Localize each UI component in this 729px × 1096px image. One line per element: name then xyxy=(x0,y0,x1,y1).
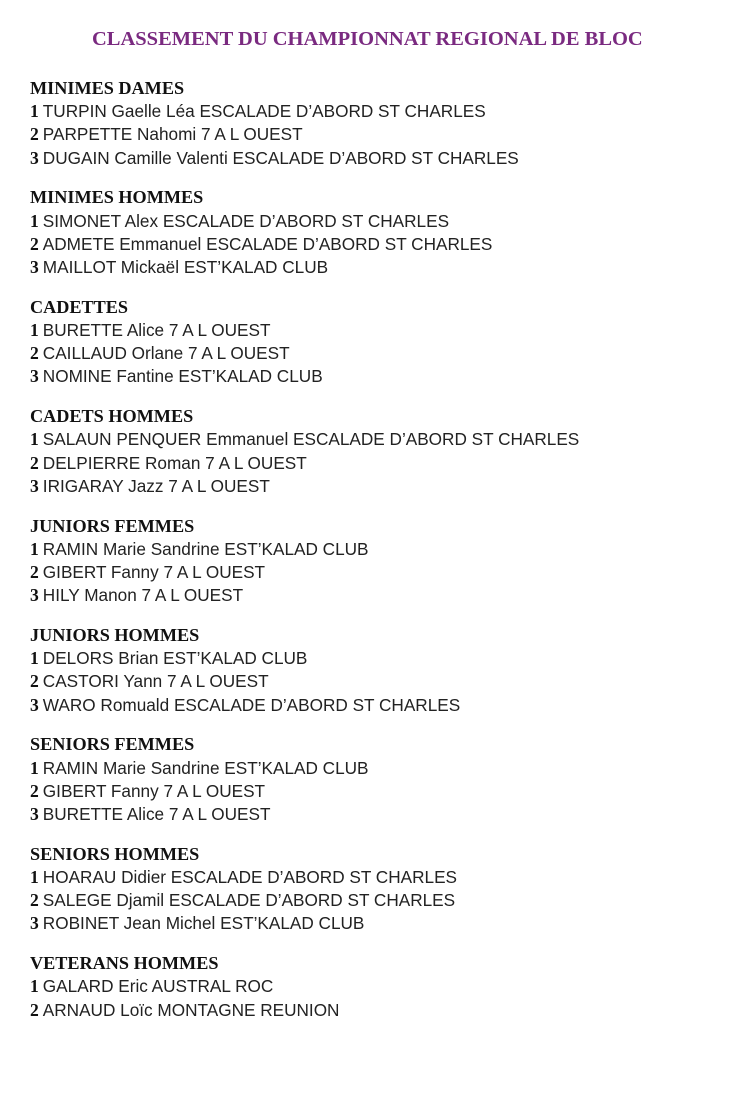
category-section xyxy=(30,515,720,608)
competitor-text: CASTORI Yann 7 A L OUEST xyxy=(42,671,269,692)
ranking-entry xyxy=(30,256,720,279)
ranking-entry xyxy=(30,210,720,233)
competitor-text: SALAUN PENQUER Emmanuel ESCALADE D’ABORD ST CHARLES xyxy=(42,429,580,450)
rank-number: 1 xyxy=(30,101,39,122)
competitor-text: DUGAIN Camille Valenti ESCALADE D’ABORD ST CHARLES xyxy=(42,147,519,168)
ranking-entry xyxy=(30,428,720,451)
rank-number: 1 xyxy=(30,210,39,231)
rank-number: 2 xyxy=(30,452,39,473)
ranking-entry xyxy=(30,999,720,1022)
rank-number: 3 xyxy=(30,913,39,934)
ranking-entry xyxy=(30,889,720,912)
rank-number: 3 xyxy=(30,147,39,168)
category-section xyxy=(30,186,720,279)
ranking-entry xyxy=(30,647,720,670)
ranking-entry xyxy=(30,365,720,388)
rank-number: 1 xyxy=(30,976,39,997)
competitor-text: DELPIERRE Roman 7 A L OUEST xyxy=(42,452,307,473)
competitor-text: CAILLAUD Orlane 7 A L OUEST xyxy=(42,343,290,364)
category-heading: SENIORS FEMMES xyxy=(30,734,195,755)
ranking-entry xyxy=(30,975,720,998)
competitor-text: RAMIN Marie Sandrine EST’KALAD CLUB xyxy=(42,757,369,778)
competitor-text: MAILLOT Mickaël EST’KALAD CLUB xyxy=(42,257,329,278)
rank-number: 2 xyxy=(30,233,39,254)
rank-number: 1 xyxy=(30,757,39,778)
competitor-text: BURETTE Alice 7 A L OUEST xyxy=(42,320,271,341)
ranking-entry xyxy=(30,233,720,256)
ranking-entry xyxy=(30,100,720,123)
ranking-entry xyxy=(30,475,720,498)
competitor-text: GALARD Eric AUSTRAL ROC xyxy=(42,976,274,997)
rank-number: 2 xyxy=(30,124,39,145)
category-section xyxy=(30,952,720,1022)
ranking-entry xyxy=(30,780,720,803)
page-title: CLASSEMENT DU CHAMPIONNAT REGIONAL DE BLOC xyxy=(92,28,643,50)
rank-number: 3 xyxy=(30,804,39,825)
competitor-text: ROBINET Jean Michel EST’KALAD CLUB xyxy=(42,913,365,934)
competitor-text: GIBERT Fanny 7 A L OUEST xyxy=(42,562,266,583)
competitor-text: GIBERT Fanny 7 A L OUEST xyxy=(42,780,266,801)
competitor-text: ADMETE Emmanuel ESCALADE D’ABORD ST CHARLES xyxy=(42,233,493,254)
category-section xyxy=(30,77,720,170)
category-heading: MINIMES HOMMES xyxy=(30,187,204,208)
rank-number: 2 xyxy=(30,780,39,801)
competitor-text: RAMIN Marie Sandrine EST’KALAD CLUB xyxy=(42,538,369,559)
competitor-text: HOARAU Didier ESCALADE D’ABORD ST CHARLES xyxy=(42,867,457,888)
category-heading: CADETS HOMMES xyxy=(30,406,194,427)
ranking-entry xyxy=(30,452,720,475)
competitor-text: WARO Romuald ESCALADE D’ABORD ST CHARLES xyxy=(42,694,461,715)
rank-number: 2 xyxy=(30,671,39,692)
category-section xyxy=(30,296,720,389)
ranking-entry xyxy=(30,342,720,365)
category-heading: SENIORS HOMMES xyxy=(30,843,200,864)
category-section xyxy=(30,405,720,498)
rank-number: 3 xyxy=(30,475,39,496)
competitor-text: SALEGE Djamil ESCALADE D’ABORD ST CHARLES xyxy=(42,890,456,911)
ranking-entry xyxy=(30,561,720,584)
competitor-text: TURPIN Gaelle Léa ESCALADE D’ABORD ST CHARLES xyxy=(42,101,486,122)
rank-number: 3 xyxy=(30,366,39,387)
competitor-text: BURETTE Alice 7 A L OUEST xyxy=(42,804,271,825)
competitor-text: SIMONET Alex ESCALADE D’ABORD ST CHARLES xyxy=(42,210,450,231)
competitor-text: NOMINE Fantine EST’KALAD CLUB xyxy=(42,366,323,387)
category-heading: VETERANS HOMMES xyxy=(30,953,219,974)
competitor-text: PARPETTE Nahomi 7 A L OUEST xyxy=(42,124,303,145)
ranking-entry xyxy=(30,912,720,935)
category-section xyxy=(30,733,720,826)
rank-number: 3 xyxy=(30,694,39,715)
ranking-entry xyxy=(30,757,720,780)
rank-number: 1 xyxy=(30,867,39,888)
category-section xyxy=(30,624,720,717)
ranking-entry xyxy=(30,803,720,826)
rank-number: 1 xyxy=(30,538,39,559)
competitor-text: ARNAUD Loïc MONTAGNE REUNION xyxy=(42,999,340,1020)
ranking-entry xyxy=(30,670,720,693)
rank-number: 2 xyxy=(30,890,39,911)
rank-number: 1 xyxy=(30,320,39,341)
category-heading: JUNIORS HOMMES xyxy=(30,625,200,646)
category-heading: CADETTES xyxy=(30,296,129,317)
category-section xyxy=(30,843,720,936)
rank-number: 3 xyxy=(30,257,39,278)
ranking-entry xyxy=(30,319,720,342)
ranking-entry xyxy=(30,584,720,607)
rankings-list xyxy=(30,77,720,1038)
competitor-text: DELORS Brian EST’KALAD CLUB xyxy=(42,648,308,669)
rank-number: 2 xyxy=(30,562,39,583)
category-heading: JUNIORS FEMMES xyxy=(30,515,195,536)
ranking-entry xyxy=(30,866,720,889)
ranking-entry xyxy=(30,538,720,561)
ranking-entry xyxy=(30,123,720,146)
rank-number: 2 xyxy=(30,999,39,1020)
ranking-entry xyxy=(30,147,720,170)
category-heading: MINIMES DAMES xyxy=(30,78,185,98)
ranking-entry xyxy=(30,694,720,717)
rank-number: 1 xyxy=(30,648,39,669)
rank-number: 3 xyxy=(30,585,39,606)
rank-number: 2 xyxy=(30,343,39,364)
rank-number: 1 xyxy=(30,429,39,450)
competitor-text: HILY Manon 7 A L OUEST xyxy=(42,585,244,606)
competitor-text: IRIGARAY Jazz 7 A L OUEST xyxy=(42,475,270,496)
